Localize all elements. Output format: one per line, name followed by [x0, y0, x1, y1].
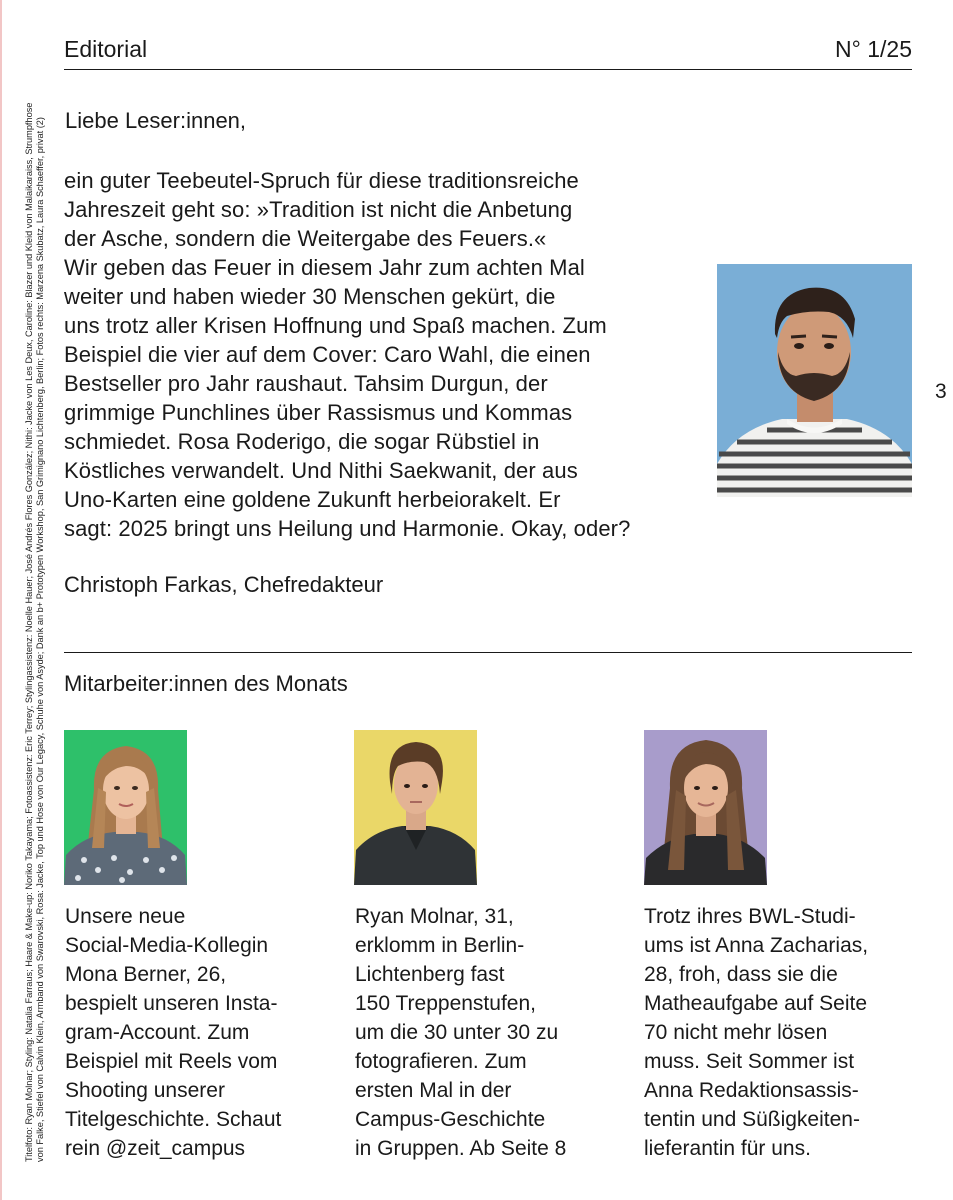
body-line: uns trotz aller Krisen Hoffnung und Spaß machen. Zum	[64, 313, 607, 338]
body-line: der Asche, sondern die Weitergabe des Feuers.«	[64, 226, 547, 251]
body-line: grimmige Punchlines über Rassismus und Kommas	[64, 400, 573, 425]
body-line: weiter und haben wieder 30 Menschen gekürt, die	[64, 284, 556, 309]
issue-number: N° 1/25	[835, 36, 912, 62]
caption-line: gram-Account. Zum	[65, 1021, 250, 1044]
caption-line: Shooting unserer	[65, 1079, 225, 1102]
staff-portrait-illustration	[644, 730, 767, 885]
caption-line: erklomm in Berlin-	[355, 934, 525, 957]
caption-line: tentin und Süßigkeiten-	[644, 1108, 860, 1131]
body-line: Wir geben das Feuer in diesem Jahr zum achten Mal	[64, 255, 585, 280]
body-line: schmiedet. Rosa Roderigo, die sogar Rübstiel in	[64, 429, 540, 454]
staff-caption-ryan	[355, 902, 635, 1163]
caption-line: Social-Media-Kollegin	[65, 934, 269, 957]
body-line: Jahreszeit geht so: »Tradition ist nicht die Anbetung	[64, 197, 573, 222]
credits-line: Titelfoto: Ryan Molnar; Styling: Natalia Farraus; Haare & Make-up: Noriko Takayama; Fotoassistenz: Eric Terrey; Stylingassistenz: Noelle Hauer; José Andrés Flores González; Nithi: Jacke von Les Deux, Caroline: Blazer und Kleid von Malaikaraiss, Strumpfhose	[24, 102, 34, 1162]
caption-line: Titelgeschichte. Schaut	[65, 1108, 282, 1131]
body-line: Beispiel die vier auf dem Cover: Caro Wahl, die einen	[64, 342, 591, 367]
caption-line: um die 30 unter 30 zu	[355, 1021, 559, 1044]
caption-line: 70 nicht mehr lösen	[644, 1021, 828, 1044]
body-line: Köstliches verwandelt. Und Nithi Saekwanit, der aus	[64, 458, 578, 483]
staff-portrait-illustration	[64, 730, 187, 885]
caption-line: ums ist Anna Zacharias,	[644, 934, 869, 957]
caption-line: Unsere neue	[65, 905, 186, 928]
caption-line: bespielt unseren Insta-	[65, 992, 278, 1015]
page-header	[64, 36, 912, 70]
caption-line: rein @zeit_campus	[65, 1137, 246, 1160]
caption-line: ersten Mal in der	[355, 1079, 512, 1102]
staff-portrait-illustration	[354, 730, 477, 885]
caption-line: Anna Redaktionsassis-	[644, 1079, 859, 1102]
caption-line: Matheaufgabe auf Seite	[644, 992, 868, 1015]
caption-line: in Gruppen. Ab Seite 8	[355, 1137, 567, 1160]
section-divider	[64, 652, 912, 653]
caption-line: muss. Seit Sommer ist	[644, 1050, 855, 1073]
staff-portrait-ryan	[354, 730, 477, 885]
editorial-body	[64, 166, 676, 543]
section-title: Editorial	[64, 36, 148, 62]
caption-line: 28, froh, dass sie die	[644, 963, 838, 986]
caption-line: Ryan Molnar, 31,	[355, 905, 514, 928]
editor-portrait-illustration	[717, 264, 912, 497]
body-line: Uno-Karten eine goldene Zukunft herbeiorakelt. Er	[64, 487, 561, 512]
caption-line: 150 Treppenstufen,	[355, 992, 536, 1015]
credits-line: von Falke, Stiefel von Calvin Klein, Armband von Swarovski, Rosa: Jacke, Top und Hose von Our Legacy, Schuhe von Asyde; Dank an b+ Prototypen Workshop, San Grimignano Lichtenberg, Berlin; Fotos rechts: Marzena Skubatz, Laura Schaeffer, privat (2)	[34, 117, 45, 1162]
caption-line: lieferantin für uns.	[644, 1137, 811, 1160]
body-line: sagt: 2025 bringt uns Heilung und Harmonie. Okay, oder?	[64, 516, 631, 541]
staff-caption-mona	[65, 902, 345, 1163]
caption-line: Beispiel mit Reels vom	[65, 1050, 278, 1073]
caption-line: Campus-Geschichte	[355, 1108, 546, 1131]
photo-credits	[24, 72, 45, 1162]
caption-line: Trotz ihres BWL-Studi-	[644, 905, 856, 928]
signature: Christoph Farkas, Chefredakteur	[64, 572, 384, 597]
body-line: Bestseller pro Jahr raushaut. Tahsim Durgun, der	[64, 371, 548, 396]
body-line: ein guter Teebeutel-Spruch für diese traditionsreiche	[64, 168, 579, 193]
salutation: Liebe Leser:innen,	[65, 108, 247, 133]
caption-line: Mona Berner, 26,	[65, 963, 227, 986]
page-edge-line	[0, 0, 2, 1200]
page-number: 3	[935, 380, 947, 403]
caption-line: Lichtenberg fast	[355, 963, 505, 986]
staff-caption-anna	[644, 902, 924, 1163]
staff-heading: Mitarbeiter:innen des Monats	[64, 671, 348, 696]
staff-portrait-anna	[644, 730, 767, 885]
editor-portrait	[717, 264, 912, 497]
caption-line: fotografieren. Zum	[355, 1050, 527, 1073]
staff-portrait-mona	[64, 730, 187, 885]
